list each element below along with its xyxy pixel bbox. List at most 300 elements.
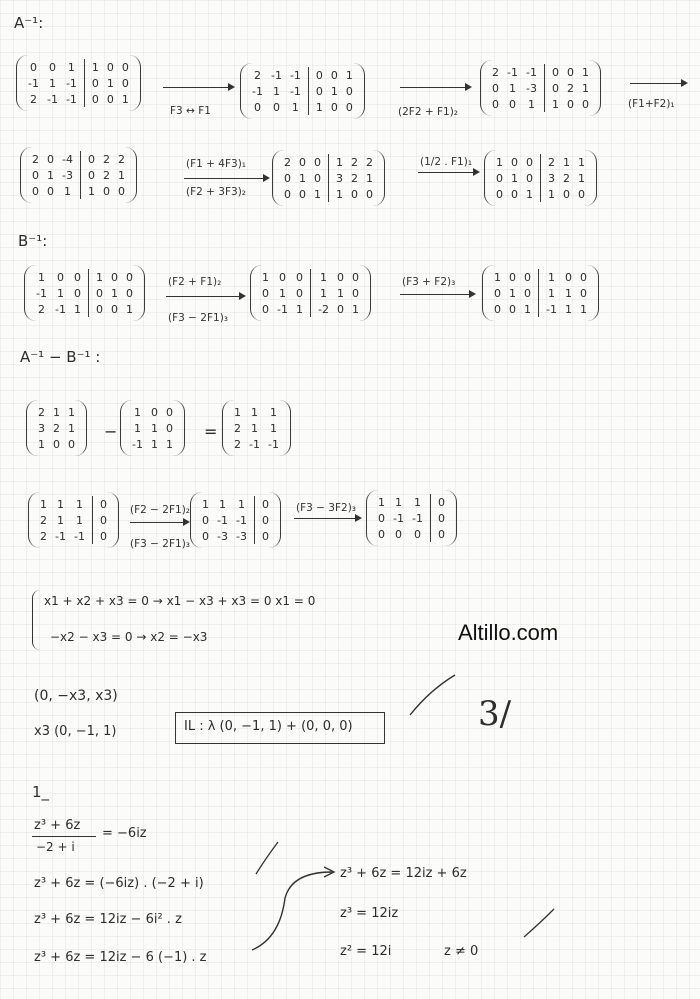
matrix-cell: 1 — [133, 405, 141, 419]
matrix-cell: 1 — [315, 100, 323, 114]
matrix-cell: 2 — [53, 421, 60, 435]
matrix-cell: 2 — [566, 81, 574, 95]
matrix-cell: 0 — [315, 84, 323, 98]
matrix-cell: 0 — [53, 437, 60, 451]
matrix-cell: 1 — [165, 437, 173, 451]
matrix-a-augmented-start — [16, 55, 141, 111]
matrix-cell: 0 — [261, 497, 269, 511]
matrix-cell: 0 — [366, 187, 373, 201]
matrix-cell: 0 — [299, 187, 306, 201]
matrix-cell: 1 — [106, 76, 114, 90]
matrix-cell: 1 — [548, 187, 555, 201]
matrix-cell: -1 — [507, 65, 518, 79]
matrix-cell: 1 — [336, 286, 344, 300]
boxed-answer-text: IL : λ (0, −1, 1) + (0, 0, 0) — [184, 719, 353, 734]
solution-vector: (0, −x3, x3) — [34, 688, 118, 704]
matrix-cell: 2 — [284, 155, 291, 169]
matrix-cell: 2 — [32, 152, 39, 166]
matrix-cell: 0 — [524, 270, 531, 284]
matrix-cell: 3 — [336, 171, 343, 185]
matrix-cell: 1 — [278, 286, 286, 300]
matrix-cell: 0 — [262, 286, 269, 300]
matrix-cell: 0 — [437, 527, 445, 541]
matrix-cell: -1 — [249, 437, 260, 451]
augment-separator — [544, 64, 545, 112]
matrix-cell: 0 — [437, 511, 445, 525]
matrix-cell: 1 — [299, 171, 306, 185]
matrix-cell: 1 — [319, 270, 327, 284]
matrix-cell: 2 — [37, 302, 45, 316]
matrix-cell: 0 — [262, 302, 269, 316]
arrow-icon — [294, 518, 360, 519]
matrix-difference — [222, 400, 291, 456]
matrix-cell: 1 — [336, 155, 343, 169]
matrix-cell: -2 — [317, 302, 329, 316]
matrix-cell: 0 — [110, 270, 118, 284]
matrix-cell: 0 — [579, 286, 587, 300]
matrix-cell: -1 — [252, 84, 263, 98]
matrix-cell: 0 — [165, 421, 173, 435]
matrix-cell: -3 — [217, 529, 228, 543]
matrix-cell: 1 — [53, 405, 60, 419]
row-operation: (F2 + 3F3)₂ — [186, 186, 246, 198]
matrix-cell: 1 — [68, 405, 75, 419]
matrix-a-step-3 — [20, 147, 137, 203]
matrix-cell: 1 — [56, 513, 64, 527]
matrix-cell: 0 — [351, 286, 359, 300]
matrix-cell: 0 — [95, 286, 103, 300]
matrix-cell: 1 — [496, 155, 503, 169]
matrix-cell: 2 — [563, 171, 570, 185]
matrix-a-step-1 — [240, 63, 365, 119]
matrix-a-step-4 — [272, 150, 385, 206]
matrix-cell: 0 — [496, 187, 503, 201]
matrix-cell: 1 — [272, 84, 280, 98]
matrix-cell: 1 — [73, 302, 81, 316]
label-a-inverse: A⁻¹: — [14, 14, 44, 32]
matrix-cell: 0 — [68, 437, 75, 451]
row-operation: (F1+F2)₁ — [628, 98, 675, 110]
matrix-cell: 1 — [250, 405, 258, 419]
augment-separator — [430, 494, 431, 542]
matrix-cell: 1 — [366, 171, 373, 185]
matrix-cell: 0 — [91, 92, 99, 106]
row-operation: (F1 + 4F3)₁ — [186, 158, 246, 170]
augment-separator — [88, 269, 89, 317]
system-brace — [32, 590, 41, 650]
matrix-cell: 1 — [56, 497, 64, 511]
matrix-cell: 2 — [117, 152, 125, 166]
matrix-a-inverse — [26, 400, 87, 456]
matrix-cell: 1 — [47, 168, 54, 182]
augment-separator — [328, 154, 329, 202]
matrix-cell: 0 — [261, 513, 269, 527]
matrix-cell: 0 — [47, 184, 54, 198]
complex-result-2: z³ = 12iz — [340, 906, 399, 921]
matrix-cell: 0 — [496, 171, 503, 185]
matrix-cell: 0 — [509, 302, 516, 316]
matrix-cell: 0 — [278, 270, 286, 284]
matrix-cell: 0 — [91, 76, 99, 90]
matrix-cell: 0 — [509, 270, 516, 284]
matrix-cell: 0 — [299, 155, 306, 169]
matrix-cell: 1 — [394, 495, 402, 509]
matrix-cell: 1 — [314, 187, 321, 201]
augment-separator — [84, 59, 85, 107]
matrix-cell: 1 — [125, 302, 133, 316]
matrix-cell: -3 — [525, 81, 537, 95]
matrix-cell: 0 — [121, 76, 129, 90]
solution-parametric: x3 (0, −1, 1) — [34, 724, 117, 739]
matrix-system-step-1 — [190, 492, 281, 548]
matrix-cell: 0 — [99, 529, 107, 543]
matrix-cell: 1 — [351, 302, 359, 316]
matrix-cell: 0 — [492, 97, 499, 111]
matrix-cell: 1 — [494, 270, 501, 284]
augment-separator — [310, 269, 311, 317]
matrix-b-inverse — [120, 400, 185, 456]
matrix-b-inverse-result — [482, 265, 599, 321]
matrix-cell: 2 — [351, 171, 358, 185]
equals-sign: = — [204, 422, 218, 441]
matrix-cell: 0 — [581, 97, 589, 111]
watermark: Altillo.com — [458, 620, 559, 645]
matrix-cell: -3 — [62, 168, 73, 182]
matrix-cell: 1 — [413, 495, 421, 509]
matrix-cell: 1 — [63, 184, 71, 198]
matrix-cell: 1 — [319, 286, 327, 300]
matrix-cell: 0 — [56, 270, 64, 284]
matrix-system-start — [28, 492, 119, 548]
row-operation: (1/2 . F1)₁ — [420, 156, 473, 168]
matrix-cell: 0 — [102, 184, 110, 198]
matrix-cell: 0 — [551, 65, 559, 79]
row-operation: (F3 − 3F2)₃ — [296, 502, 356, 514]
matrix-cell: 1 — [262, 270, 269, 284]
arrow-icon — [163, 87, 233, 88]
matrix-a-inverse-result — [484, 150, 597, 206]
matrix-cell: 0 — [336, 270, 344, 284]
augment-separator — [80, 151, 81, 199]
matrix-cell: 2 — [102, 168, 110, 182]
matrix-cell: 2 — [38, 405, 45, 419]
matrix-cell: 0 — [524, 286, 531, 300]
matrix-cell: 0 — [526, 155, 533, 169]
matrix-cell: 1 — [234, 405, 241, 419]
matrix-cell: 0 — [330, 68, 338, 82]
matrix-cell: 0 — [492, 81, 499, 95]
matrix-cell: 0 — [295, 286, 303, 300]
fraction-rhs: = −6iz — [102, 826, 147, 841]
matrix-cell: 0 — [378, 511, 385, 525]
matrix-cell: 0 — [99, 497, 107, 511]
matrix-cell: 0 — [95, 302, 103, 316]
complex-step-3: z³ + 6z = 12iz − 6 (−1) . z — [34, 950, 207, 965]
matrix-cell: -1 — [73, 529, 85, 543]
complex-step-1: z³ + 6z = (−6iz) . (−2 + i) — [34, 876, 204, 891]
complex-step-2: z³ + 6z = 12iz − 6i² . z — [34, 912, 182, 927]
matrix-cell: 1 — [547, 286, 555, 300]
matrix-cell: 1 — [40, 497, 47, 511]
matrix-cell: -1 — [55, 529, 66, 543]
check-mark-icon — [405, 670, 465, 720]
matrix-cell: 0 — [284, 187, 291, 201]
row-operation: (2F2 + F1)₂ — [398, 106, 458, 118]
matrix-cell: 1 — [547, 270, 555, 284]
arrow-icon — [130, 522, 188, 523]
matrix-cell: 0 — [165, 405, 173, 419]
matrix-cell: 0 — [110, 302, 118, 316]
check-mark-icon — [520, 905, 560, 941]
matrix-cell: 1 — [56, 286, 64, 300]
matrix-cell: 0 — [578, 187, 585, 201]
matrix-cell: 0 — [566, 65, 574, 79]
matrix-cell: 2 — [29, 92, 37, 106]
matrix-cell: 0 — [87, 168, 95, 182]
matrix-cell: 0 — [351, 187, 358, 201]
complex-result-1: z³ + 6z = 12iz + 6z — [340, 866, 467, 881]
matrix-cell: 1 — [75, 513, 83, 527]
matrix-cell: 0 — [47, 152, 54, 166]
matrix-cell: 1 — [87, 184, 95, 198]
grade-mark: 3/ — [478, 694, 512, 734]
matrix-cell: 1 — [91, 60, 99, 74]
row-operation: (F2 + F1)₂ — [168, 276, 222, 288]
matrix-cell: 1 — [524, 302, 531, 316]
matrix-cell: 0 — [295, 270, 303, 284]
matrix-cell: 1 — [67, 60, 75, 74]
matrix-cell: 1 — [48, 76, 56, 90]
matrix-cell: 1 — [37, 270, 45, 284]
matrix-cell: 0 — [394, 527, 402, 541]
matrix-cell: 0 — [32, 184, 39, 198]
fraction-numerator: z³ + 6z — [34, 818, 81, 833]
arrow-icon — [400, 87, 470, 88]
matrix-b-augmented-start — [24, 265, 145, 321]
matrix-cell: 2 — [234, 421, 241, 435]
matrix-cell: 0 — [32, 168, 39, 182]
matrix-cell: 0 — [284, 171, 291, 185]
matrix-cell: 1 — [508, 81, 516, 95]
matrix-cell: 1 — [269, 421, 277, 435]
matrix-cell: 0 — [564, 270, 572, 284]
matrix-cell: 1 — [345, 68, 353, 82]
matrix-cell: 1 — [295, 302, 303, 316]
matrix-cell: 1 — [581, 81, 589, 95]
matrix-cell: 1 — [150, 437, 158, 451]
matrix-cell: 1 — [581, 65, 589, 79]
matrix-cell: 0 — [508, 97, 516, 111]
arrow-icon — [418, 172, 478, 173]
fraction-bar — [32, 836, 96, 837]
system-equation-1: x1 + x2 + x3 = 0 → x1 − x3 + x3 = 0 x1 = 0 — [44, 594, 316, 608]
augment-separator — [308, 67, 309, 115]
matrix-cell: -1 — [235, 513, 247, 527]
matrix-cell: -1 — [28, 76, 39, 90]
matrix-cell: 1 — [527, 97, 535, 111]
matrix-cell: 0 — [125, 270, 133, 284]
matrix-cell: 0 — [117, 184, 125, 198]
matrix-cell: 1 — [564, 286, 572, 300]
matrix-cell: 0 — [29, 60, 37, 74]
label-b-inverse: B⁻¹: — [18, 232, 48, 250]
matrix-a-step-2 — [480, 60, 601, 116]
matrix-cell: 0 — [437, 495, 445, 509]
matrix-cell: 0 — [315, 68, 323, 82]
matrix-cell: 1 — [291, 100, 299, 114]
matrix-cell: 3 — [38, 421, 45, 435]
matrix-cell: 0 — [87, 152, 95, 166]
complex-result-3-condition: z ≠ 0 — [444, 944, 479, 959]
matrix-cell: -1 — [277, 302, 288, 316]
label-difference: A⁻¹ − B⁻¹ : — [20, 348, 101, 366]
matrix-cell: 0 — [566, 97, 574, 111]
matrix-cell: 0 — [202, 529, 209, 543]
arrow-icon — [630, 83, 686, 84]
matrix-cell: 0 — [106, 92, 114, 106]
matrix-cell: 1 — [509, 286, 516, 300]
matrix-system-result — [366, 490, 457, 546]
row-operation: (F3 − 2F1)₃ — [168, 312, 228, 324]
matrix-cell: 2 — [234, 437, 241, 451]
row-operation: (F3 + F2)₃ — [402, 276, 456, 288]
matrix-cell: 1 — [551, 97, 559, 111]
matrix-cell: 0 — [345, 100, 353, 114]
augment-separator — [92, 496, 93, 544]
matrix-cell: 0 — [202, 513, 209, 527]
curved-arrow-icon — [240, 858, 340, 958]
matrix-cell: -1 — [217, 513, 228, 527]
matrix-cell: 0 — [345, 84, 353, 98]
label-exercise-1: 1_ — [32, 783, 50, 801]
matrix-cell: 1 — [38, 437, 45, 451]
matrix-cell: 1 — [68, 421, 75, 435]
matrix-cell: -3 — [235, 529, 247, 543]
row-operation: (F2 − 2F1)₂ — [130, 504, 190, 516]
matrix-cell: 0 — [563, 187, 570, 201]
matrix-cell: 1 — [526, 187, 533, 201]
matrix-cell: -1 — [411, 511, 423, 525]
augment-separator — [538, 269, 539, 317]
arrow-icon — [166, 296, 244, 297]
matrix-cell: 1 — [563, 155, 570, 169]
matrix-cell: 0 — [99, 513, 107, 527]
augment-separator — [254, 496, 255, 544]
matrix-cell: 0 — [511, 187, 518, 201]
matrix-cell: -1 — [525, 65, 537, 79]
matrix-cell: -1 — [54, 302, 66, 316]
matrix-cell: -4 — [62, 152, 73, 166]
matrix-cell: 0 — [73, 286, 81, 300]
system-equation-2: −x2 − x3 = 0 → x2 = −x3 — [50, 630, 208, 644]
matrix-cell: 0 — [330, 100, 338, 114]
matrix-cell: 1 — [133, 421, 141, 435]
matrix-cell: 1 — [564, 302, 572, 316]
matrix-cell: -1 — [546, 302, 557, 316]
matrix-cell: 2 — [492, 65, 499, 79]
matrix-cell: 2 — [253, 68, 261, 82]
matrix-cell: -1 — [46, 92, 58, 106]
matrix-cell: 0 — [378, 527, 385, 541]
row-operation: (F3 − 2F1)₃ — [130, 538, 190, 550]
matrix-cell: -1 — [393, 511, 404, 525]
matrix-cell: 1 — [269, 405, 277, 419]
minus-sign: − — [104, 422, 118, 441]
matrix-cell: 2 — [548, 155, 555, 169]
matrix-cell: 2 — [351, 155, 358, 169]
matrix-cell: 1 — [511, 171, 518, 185]
matrix-cell: 1 — [110, 286, 118, 300]
matrix-cell: 0 — [494, 302, 501, 316]
matrix-cell: 1 — [237, 497, 245, 511]
matrix-cell: 1 — [579, 302, 587, 316]
matrix-cell: 1 — [378, 495, 385, 509]
matrix-cell: -1 — [65, 76, 77, 90]
matrix-cell: 0 — [314, 171, 321, 185]
matrix-cell: -1 — [132, 437, 143, 451]
matrix-cell: 0 — [73, 270, 81, 284]
matrix-cell: 1 — [250, 421, 258, 435]
matrix-cell: -1 — [267, 437, 279, 451]
matrix-cell: 1 — [218, 497, 226, 511]
matrix-cell: 2 — [102, 152, 110, 166]
matrix-cell: -1 — [289, 68, 301, 82]
matrix-cell: 0 — [351, 270, 359, 284]
matrix-cell: 0 — [272, 100, 280, 114]
matrix-cell: 1 — [202, 497, 209, 511]
matrix-cell: -1 — [36, 286, 47, 300]
matrix-cell: 0 — [511, 155, 518, 169]
matrix-cell: -1 — [270, 68, 282, 82]
matrix-cell: 2 — [40, 529, 47, 543]
matrix-cell: 1 — [330, 84, 338, 98]
matrix-b-step-1 — [250, 265, 371, 321]
matrix-cell: 1 — [336, 187, 343, 201]
matrix-cell: 0 — [125, 286, 133, 300]
matrix-cell: 0 — [526, 171, 533, 185]
matrix-cell: 0 — [121, 60, 129, 74]
fraction-denominator: −2 + i — [36, 840, 75, 854]
matrix-cell: 1 — [578, 155, 585, 169]
matrix-cell: 1 — [95, 270, 103, 284]
row-operation: F3 ↔ F1 — [170, 105, 211, 117]
matrix-cell: 0 — [150, 405, 158, 419]
matrix-cell: 0 — [413, 527, 421, 541]
matrix-cell: 2 — [40, 513, 47, 527]
matrix-cell: 0 — [314, 155, 321, 169]
arrow-icon — [400, 294, 474, 295]
matrix-cell: 0 — [551, 81, 559, 95]
matrix-cell: -1 — [65, 92, 77, 106]
matrix-cell: 0 — [48, 60, 56, 74]
matrix-cell: 1 — [121, 92, 129, 106]
matrix-cell: -1 — [289, 84, 301, 98]
matrix-cell: 0 — [261, 529, 269, 543]
matrix-cell: 0 — [253, 100, 261, 114]
matrix-cell: 0 — [579, 270, 587, 284]
matrix-cell: 1 — [117, 168, 125, 182]
matrix-cell: 0 — [494, 286, 501, 300]
matrix-cell: 1 — [578, 171, 585, 185]
matrix-cell: 2 — [366, 155, 373, 169]
complex-result-3: z² = 12i — [340, 944, 392, 959]
matrix-cell: 0 — [106, 60, 114, 74]
matrix-cell: 1 — [150, 421, 158, 435]
matrix-cell: 1 — [75, 497, 83, 511]
matrix-cell: 3 — [548, 171, 555, 185]
arrow-icon — [184, 178, 268, 179]
augment-separator — [540, 154, 541, 202]
